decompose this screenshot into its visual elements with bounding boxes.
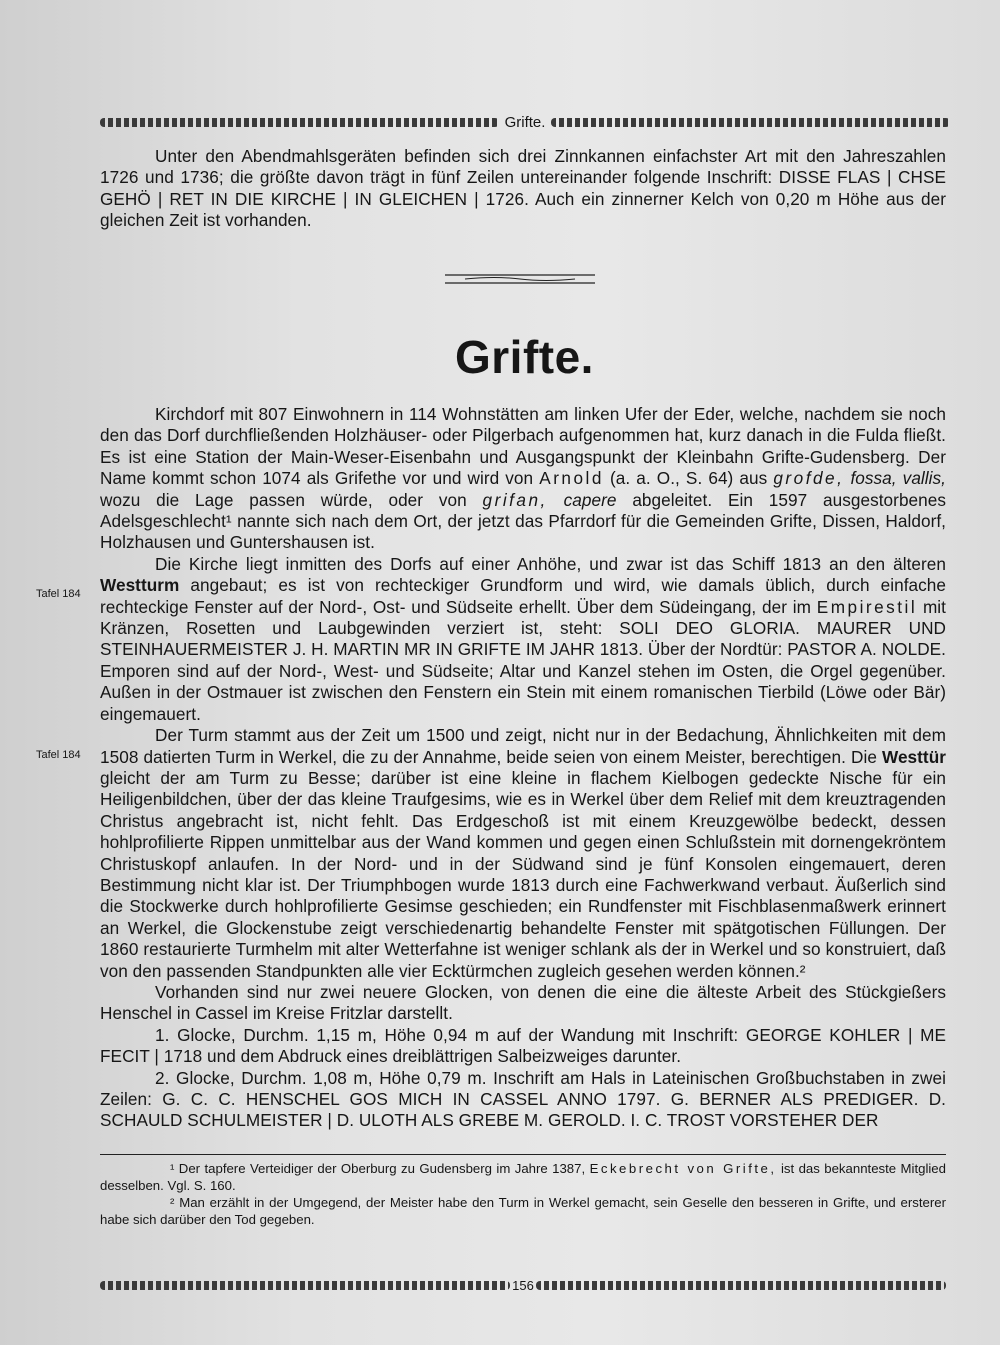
p1-part-b: (a. a. O., S. 64) aus — [610, 468, 768, 489]
footnote-2: ² Man erzählt in der Umgegend, der Meister habe den Turm in Werkel gemacht, sein Geselle den besseren in Grifte, und ersterer habe sich darüber den Tod gegeben. — [100, 1195, 946, 1227]
footnote-1-part-b: ist das bekannteste Mitglied desselben. Vgl. S. 160. — [100, 1161, 946, 1193]
term-fossa-vallis: fossa, vallis, — [850, 468, 947, 489]
running-head-title: Grifte. — [504, 113, 546, 131]
ornament-right — [551, 118, 950, 127]
footer-ornament-right — [536, 1281, 946, 1290]
footer-ornament-left — [100, 1281, 510, 1290]
paragraph-church — [100, 554, 946, 725]
paragraph-intro — [100, 404, 946, 554]
paragraph-bells: Vorhanden sind nur zwei neuere Glocken, von denen die eine die älteste Arbeit des Stückgießers Henschel in Cassel im Kreise Fritzlar darstellt. — [100, 981, 946, 1024]
term-grofde: grofde, — [773, 468, 845, 489]
author-arnold: Arnold — [539, 468, 604, 489]
running-head — [100, 113, 950, 131]
margin-note-tafel-1: Tafel 184 — [36, 588, 81, 600]
term-capere: capere — [563, 489, 617, 510]
term-westturm: Westturm — [100, 575, 180, 596]
paragraph-bell-2: 2. Glocke, Durchm. 1,08 m, Höhe 0,79 m. Inschrift am Hals in Lateinischen Großbuchstaben in zwei Zeilen: G. C. C. HENSCHEL GOS MICH IN CASSEL ANNO 1797. G. BERNER ALS PREDIGER. D. SCHAULD SCHULMEISTER | D. ULOTH ALS GREBE M. GEROLD. I. C. TROST VORSTEHER DER — [100, 1067, 946, 1131]
intro-paragraph-block — [100, 146, 946, 232]
p2-part-c: mit Kränzen, Rosetten und Laubgewinden verziert ist, steht: SOLI DEO GLORIA. MAURER UND STEINHAUERMEISTER J. H. MARTIN MR IN GRIFTE IM JAHR 1813. Über der Nordtür: PASTOR A. NOLDE. Emporen sind auf der Nord-, West- und Südseite; Altar und Kanzel stehen im Osten, die Orgel gegenüber. Außen in der Ostmauer ist zwischen den Fenstern ein Stein mit einem romanischen Tierbild (Löwe oder Bär) eingemauert. — [100, 596, 946, 724]
ornament-left — [100, 118, 499, 127]
term-empirestil: Empirestil — [816, 596, 918, 617]
p3-part-a: Der Turm stammt aus der Zeit um 1500 und zeigt, nicht nur in der Bedachung, Ähnlichkeiten mit dem 1508 datierten Turm in Werkel, die zu der Annahme, beide seien von einem Meister, berechtigen. Die — [100, 725, 946, 767]
p1-part-c: wozu die Lage passen würde, oder von — [100, 489, 467, 510]
p2-part-b: angebaut; es ist von rechteckiger Grundform und wird, wie damals üblich, durch einfache rechteckige Fenster auf der Nord-, Ost- und Südseite erhellt. Über dem Südeingang, der im — [100, 575, 946, 617]
p2-part-a: Die Kirche liegt inmitten des Dorfs auf einer Anhöhe, und zwar ist das Schiff 1813 an den älteren — [155, 553, 946, 574]
p1-part-a: Kirchdorf mit 807 Einwohnern in 114 Wohnstätten am linken Ufer der Eder, welche, nachdem sie noch den das Dorf durchfließenden Holzhäuser- oder Pilgerbach aufgenommen hat, kurz danach in die Fulda fließt. Es ist eine Station der Main-Weser-Eisenbahn und Ausgangspunkt der Kleinbahn Grifte-Gudensberg. Der Name kommt schon 1074 als Grifethe vor und wird von — [100, 404, 946, 489]
footnote-rule — [100, 1154, 946, 1155]
footnotes — [100, 1160, 946, 1228]
paragraph-bell-1: 1. Glocke, Durchm. 1,15 m, Höhe 0,94 m auf der Wandung mit Inschrift: GEORGE KOHLER | ME FECIT | 1718 und dem Abdruck eines dreiblättrigen Salbeizweiges darunter. — [100, 1024, 946, 1067]
body-text — [100, 404, 946, 1132]
footnote-1-name: Eckebrecht von Grifte, — [589, 1161, 777, 1176]
term-grifan: grifan, — [482, 489, 548, 510]
p1-part-d: abgeleitet. Ein 1597 ausgestorbenes Adelsgeschlecht¹ nannte sich nach dem Ort, der jetzt das Pfarrdorf für die Gemeinden Grifte, Dissen, Haldorf, Holzhausen und Guntershausen ist. — [100, 489, 947, 553]
footnote-1 — [100, 1160, 946, 1194]
paragraph-tower — [100, 725, 946, 982]
section-title: Grifte. — [455, 331, 594, 383]
p3-part-b: gleicht der am Turm zu Besse; darüber ist eine kleine in flachem Kielbogen gedeckte Nische für ein Heiligenbildchen, über der das kleine Traufgesims, wie es in Werkel über dem Relief mit dem kreuztragenden Christus angebracht ist, nicht fehlt. Das Erdgeschoß ist mit einem Kreuzgewölbe bedeckt, dessen hohlprofilierte Rippen unmittelbar aus der Wand kommen und gegen einen Schlußstein mit dornengekröntem Christuskopf anlaufen. In der Nord- und in der Südwand sind je fünf Konsolen eingemauert, deren Bestimmung nicht klar ist. Der Triumphbogen wurde 1813 durch eine Fachwerkwand verbaut. Äußerlich sind die Stockwerke durch hohlprofilierte Gesimse geschieden; ein Rundfenster mit Fischblasenmaßwerk erinnert an Werkel, die Glockenstube zeigt verschiedenartig behandelte Fenster mit spätgotischen Füllungen. Der 1860 restaurierte Turmhelm mit alter Wetterfahne ist weniger schlank als der in Werkel und so konstruiert, daß von den passenden Standpunkten alle vier Ecktürmchen zugleich gesehen werden können.² — [100, 767, 946, 981]
page-footer — [100, 1277, 946, 1293]
intro-paragraph: Unter den Abendmahlsgeräten befinden sich drei Zinnkannen einfachster Art mit den Jahreszahlen 1726 und 1736; die größte davon trägt in fünf Zeilen untereinander folgende Inschrift: DISSE FLAS | CHSE GEHÖ | RET IN DIE KIRCHE | IN GLEICHEN | 1726. Auch ein zinnerner Kelch von 0,20 m Höhe aus der gleichen Zeit ist vorhanden. — [100, 146, 946, 231]
term-westtuer: Westtür — [881, 746, 946, 767]
section-divider — [445, 272, 595, 286]
page-number: 156 — [512, 1277, 534, 1293]
footnote-1-part-a: ¹ Der tapfere Verteidiger der Oberburg zu Gudensberg im Jahre 1387, — [170, 1161, 586, 1176]
margin-note-tafel-2: Tafel 184 — [36, 749, 81, 761]
